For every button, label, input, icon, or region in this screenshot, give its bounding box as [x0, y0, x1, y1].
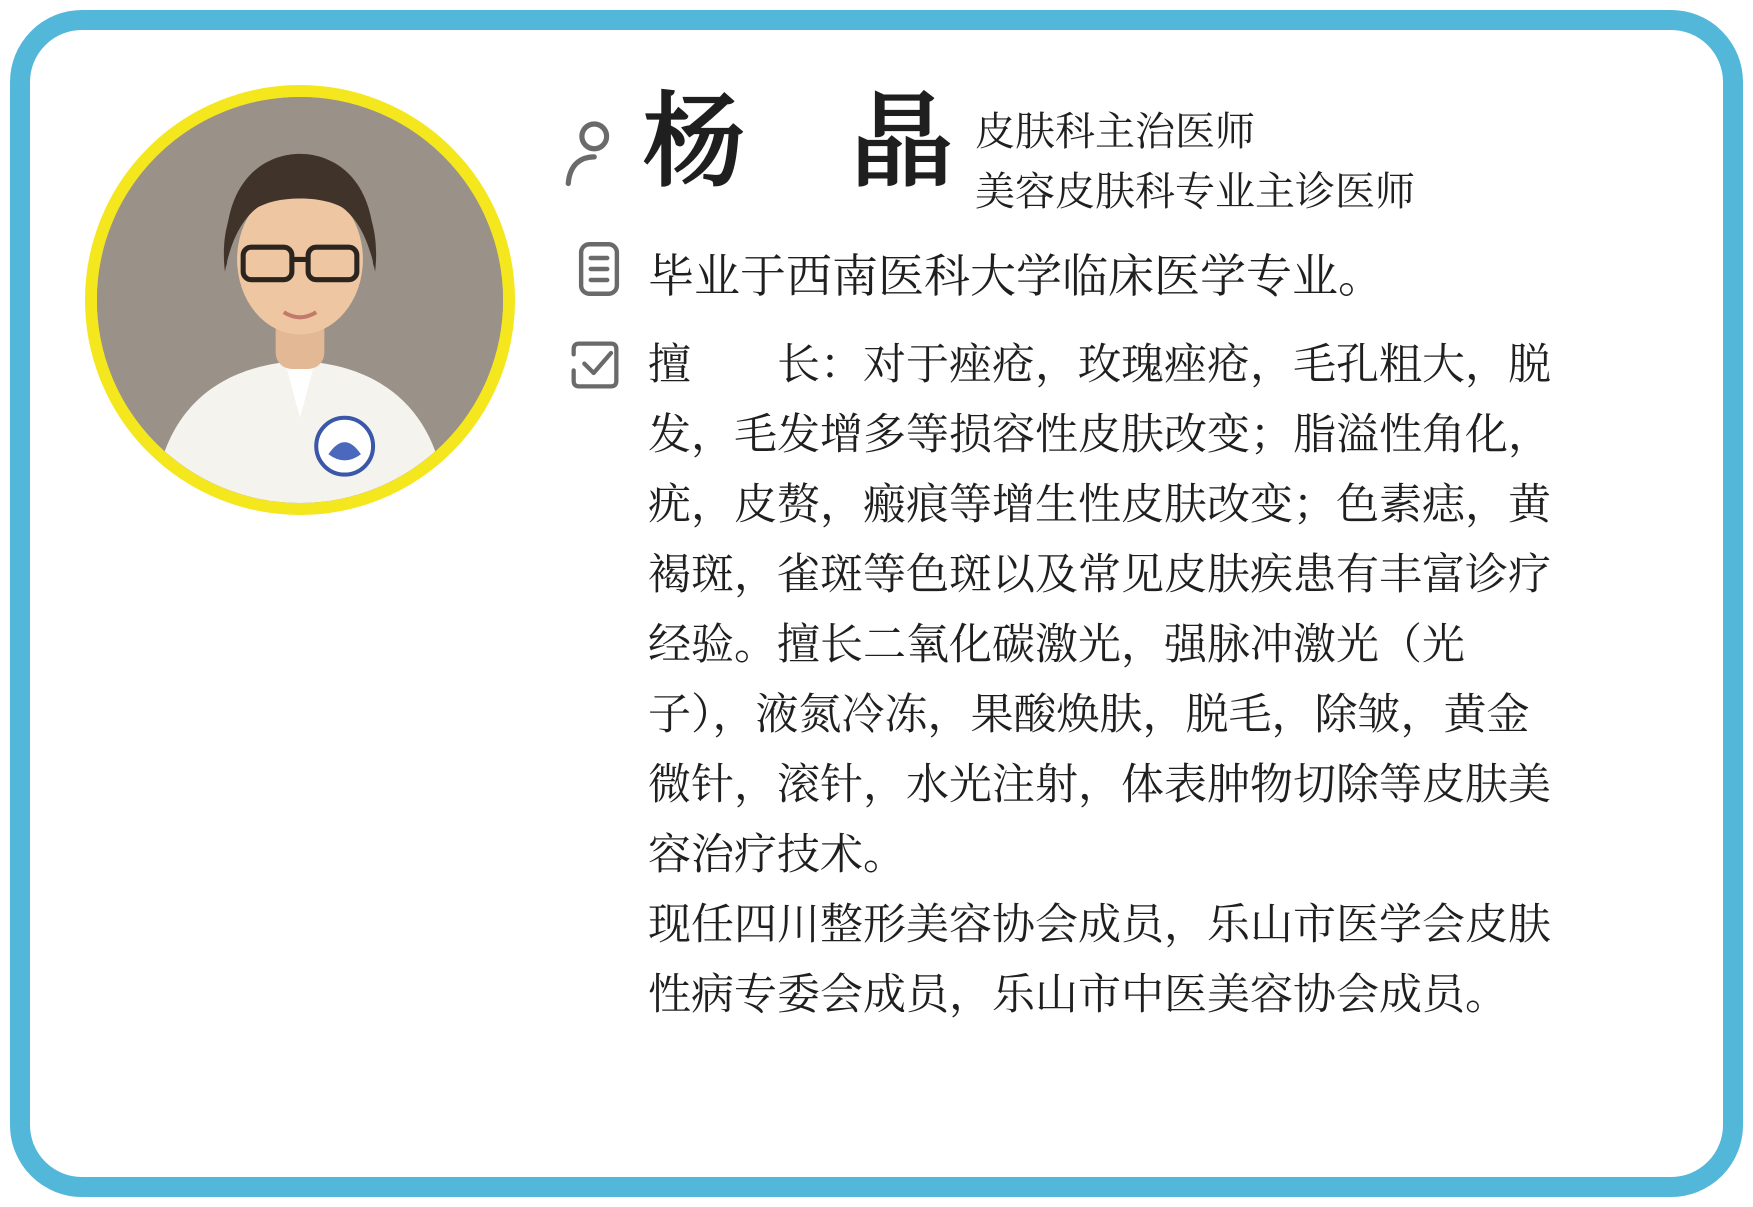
specialty-line: 微针，滚针，水光注射，体表肿物切除等皮肤美 [648, 761, 1551, 809]
doctor-name: 杨 晶 [643, 85, 955, 199]
specialty-line: 擅 长：对于痤疮，玫瑰痤疮，毛孔粗大，脱 [648, 341, 1551, 389]
doctor-titles [975, 102, 1415, 222]
education-text: 毕业于西南医科大学临床医学专业。 [648, 250, 1384, 302]
specialty-line: 褐斑，雀斑等色斑以及常见皮肤疾患有丰富诊疗 [648, 551, 1551, 599]
specialty-line: 容治疗技术。 [648, 831, 906, 879]
specialty-line: 发，毛发增多等损容性皮肤改变；脂溢性角化， [648, 411, 1551, 459]
specialty-paragraph [648, 330, 1551, 1030]
document-lines-icon [566, 236, 632, 302]
checkbox-check-icon [563, 333, 627, 397]
person-icon [552, 112, 630, 190]
memberships-line: 现任四川整形美容协会成员，乐山市医学会皮肤 [648, 901, 1551, 949]
memberships-line: 性病专委会成员，乐山市中医美容协会成员。 [648, 971, 1508, 1019]
title-secondary: 美容皮肤科专业主诊医师 [975, 170, 1415, 214]
specialty-line: 疣，皮赘，瘢痕等增生性皮肤改变；色素痣，黄 [648, 481, 1551, 529]
specialty-line: 子），液氮冷冻，果酸焕肤，脱毛，除皱，黄金 [648, 691, 1530, 739]
specialty-line: 经验。擅长二氧化碳激光，强脉冲激光（光 [648, 621, 1465, 669]
title-primary: 皮肤科主治医师 [975, 110, 1255, 154]
